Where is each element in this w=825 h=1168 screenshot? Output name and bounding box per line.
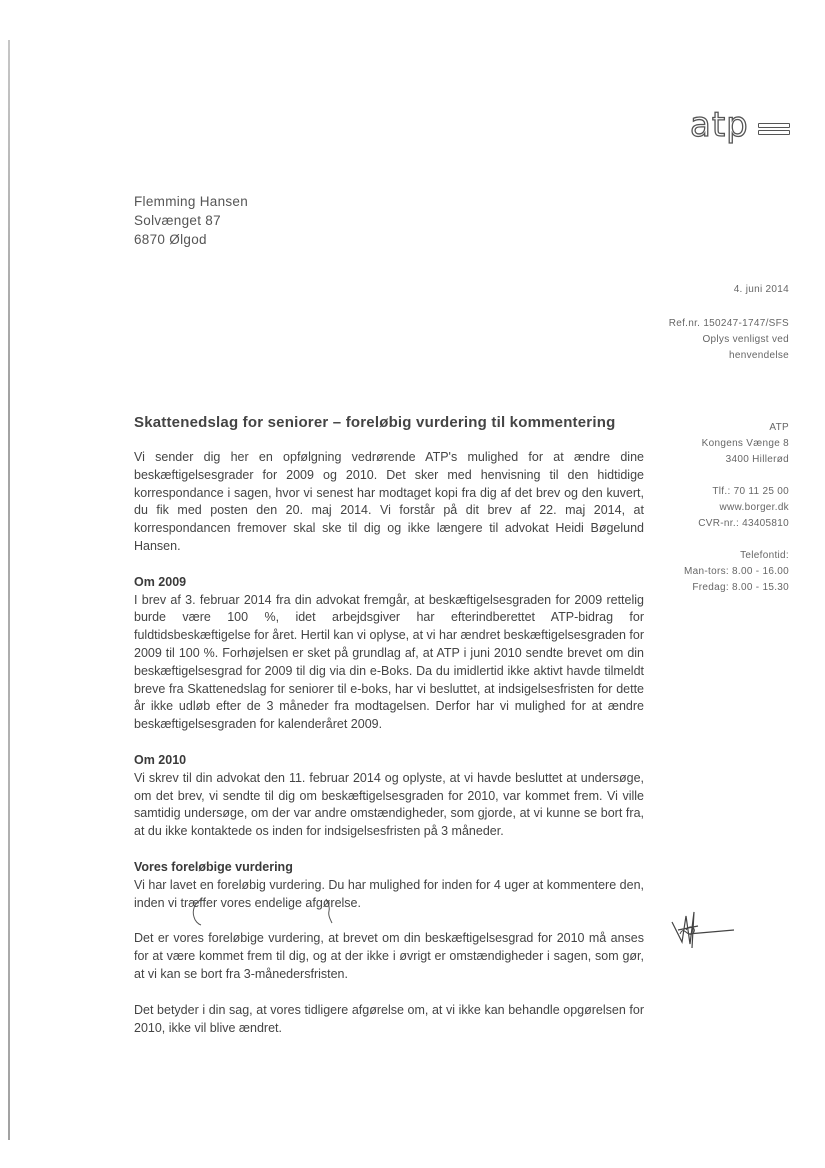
letter-body xyxy=(134,449,644,1055)
reference-note-2: henvendelse xyxy=(728,350,789,361)
logo-equals-icon xyxy=(758,122,790,136)
heading-2010: Om 2010 xyxy=(134,752,187,767)
recipient-name: Flemming Hansen xyxy=(134,194,249,209)
paragraph-assessment-intro: Vi har lavet en foreløbig vurdering. Du har mulighed for inden for 4 uger at kommentere den, inden vi træffer vores endelige afgørelse. xyxy=(134,877,644,910)
recipient-address xyxy=(134,192,248,249)
recipient-city: 6870 Ølgod xyxy=(134,232,207,247)
sender-phone: Tlf.: 70 11 25 00 xyxy=(712,486,789,497)
logo-text: atp xyxy=(690,105,749,145)
letter-date: 4. juni 2014 xyxy=(733,284,789,295)
reference-block xyxy=(669,316,789,364)
sender-street: Kongens Vænge 8 xyxy=(701,438,789,449)
handwritten-bracket-left-icon xyxy=(190,897,204,927)
recipient-street: Solvænget 87 xyxy=(134,213,221,228)
paragraph-2009: I brev af 3. februar 2014 fra din advokat fremgår, at beskæftigelsesgraden for 2009 rettelig burde være 100 %, idet arbejdsgiver har efterindberettet ATP-bidrag for fuldtidsbeskæftigelse for året. Hertil kan vi oplyse, at vi har ændret beskæftigelsesgraden for 2009 til 100 %. Forhøjelsen er sket på grundlag af, at ATP i juni 2010 sendte brevet om din beskæftigelsesgrad for 2009 til dig via din e-Boks. Da du imidlertid ikke aktivt havde tilmeldt breve fra Skattenedslag for seniorer til e-boks, har vi besluttet, at indsigelsesfristen for dette år ikke udløb efter de 3 måneder fra modtagelsen. Derfor har vi mulighed for at ændre beskæftigelsesgraden for kalenderåret 2009. xyxy=(134,592,644,732)
sender-info xyxy=(684,420,789,596)
paragraph-2010: Vi skrev til din advokat den 11. februar 2014 og oplyste, at vi havde besluttet at undersøge, om det brev, vi sendte til dig om beskæftigelsesgraden for 2010, var kommet frem. Vi ville samtidig undersøge, om der var andre omstændigheder, som gjorde, at vi kunne se bort fra, at du ikke kontaktede os inden for indsigelsesfristen på 3 måneder. xyxy=(134,770,644,839)
heading-assessment: Vores foreløbige vurdering xyxy=(134,859,293,874)
paragraph-assessment: Det er vores foreløbige vurdering, at brevet om din beskæftigelsesgrad for 2010 må anses for at være kommet frem til dig, og at der ikke i øvrigt er omstændigheder i sagen, som gør, at vi kan se bort fra 3-månedersfristen. xyxy=(134,931,644,981)
paragraph-conclusion: Det betyder i din sag, at vores tidligere afgørelse om, at vi ikke kan behandle opgørelsen for 2010, ikke vil blive ændret. xyxy=(134,1002,644,1035)
hours-label: Telefontid: xyxy=(740,550,789,561)
sender-web: www.borger.dk xyxy=(719,502,789,513)
hours-friday: Fredag: 8.00 - 15.30 xyxy=(692,582,789,593)
handwritten-signature-icon xyxy=(668,904,738,954)
intro-paragraph: Vi sender dig her en opfølgning vedrørende ATP's mulighed for at ændre dine beskæftigelsesgrader for 2009 og 2010. Det sker med henvisning til den hidtidige korrespondance i sagen, hvor vi senest har modtaget kopi fra dig af det brev og den kuvert, du fik med posten den 20. maj 2014. Vi forstår på dit brev af 22. maj 2014, at korrespondancen fremover skal ske til dig og ikke længere til advokat Heidi Bøgelund Hansen. xyxy=(134,450,644,553)
reference-note-1: Oplys venligst ved xyxy=(702,334,789,345)
scan-edge xyxy=(8,40,10,1140)
handwritten-bracket-right-icon xyxy=(322,897,336,927)
heading-2009: Om 2009 xyxy=(134,574,187,589)
sender-city: 3400 Hillerød xyxy=(725,454,789,465)
sender-cvr: CVR-nr.: 43405810 xyxy=(698,518,789,529)
sender-org: ATP xyxy=(769,422,789,433)
letter-subject: Skattenedslag for seniorer – foreløbig vurdering til kommentering xyxy=(134,414,616,431)
reference-number: Ref.nr. 150247-1747/SFS xyxy=(668,318,789,329)
hours-weekdays: Man-tors: 8.00 - 16.00 xyxy=(684,566,789,577)
